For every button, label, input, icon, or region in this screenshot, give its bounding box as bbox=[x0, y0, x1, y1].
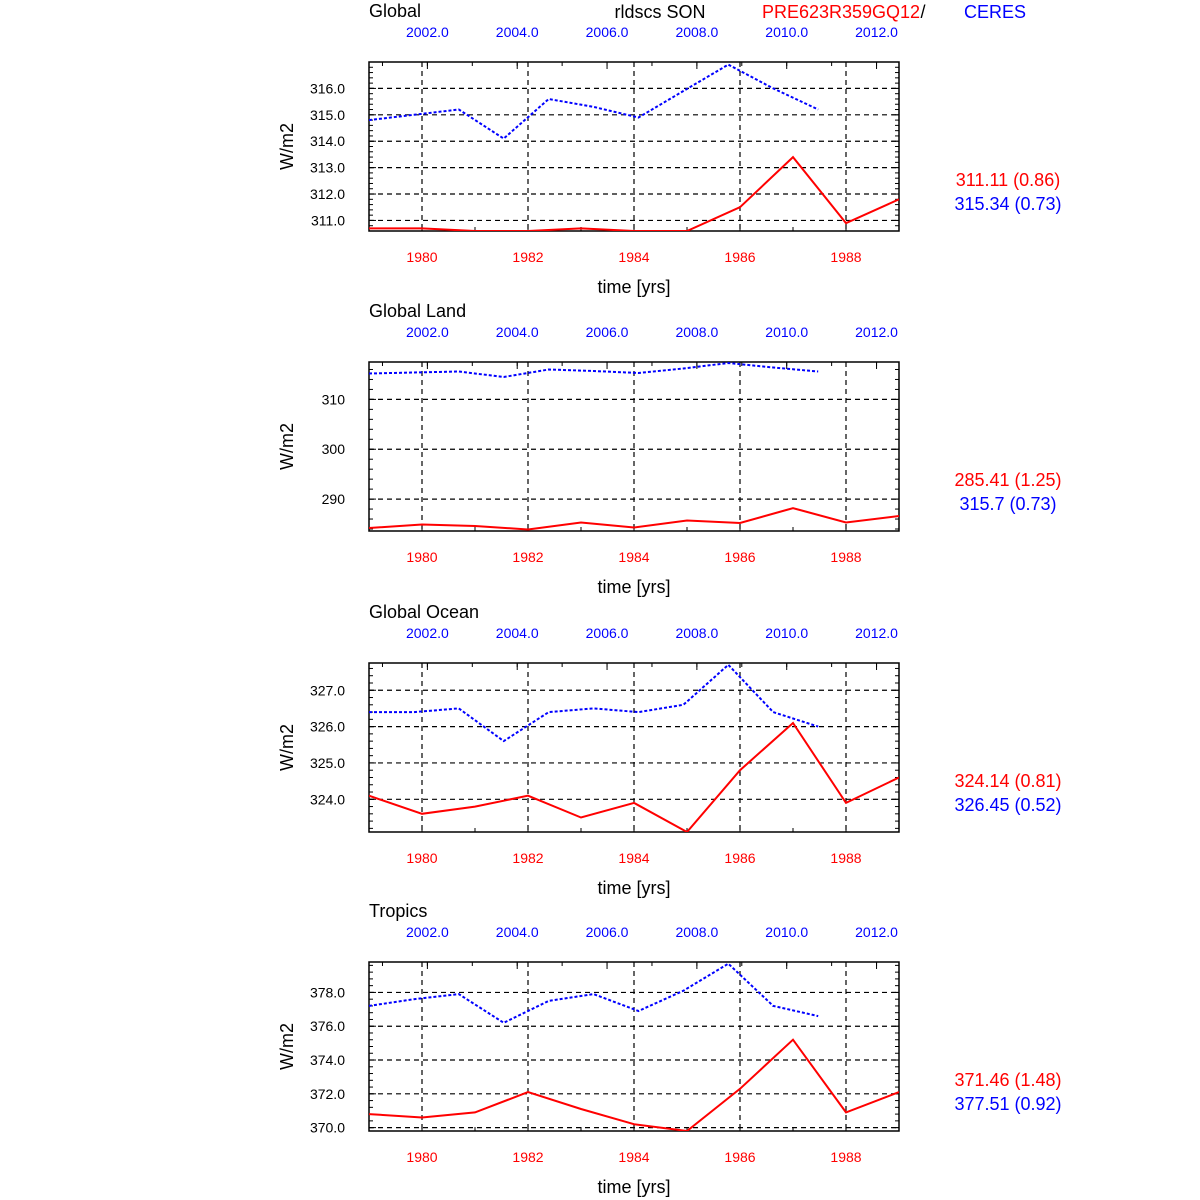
model-mean-label: 311.11 (0.86) bbox=[955, 170, 1061, 190]
x-top-tick-label: 2008.0 bbox=[675, 24, 719, 40]
obs-series-line bbox=[369, 665, 818, 741]
panels bbox=[277, 1, 1062, 1197]
x-top-tick-label: 2010.0 bbox=[765, 924, 809, 940]
y-tick-label: 312.0 bbox=[309, 186, 345, 203]
obs-series-line bbox=[369, 964, 818, 1023]
x-bottom-tick-label: 1984 bbox=[618, 549, 650, 565]
obs-name: CERES bbox=[963, 2, 1027, 22]
panel-global-land bbox=[277, 301, 1062, 597]
y-tick-label: 300 bbox=[321, 441, 345, 458]
x-bottom-tick-label: 1986 bbox=[724, 549, 756, 565]
y-tick-label: 316.0 bbox=[309, 80, 345, 97]
panel-title: Global bbox=[369, 1, 422, 21]
x-bottom-tick-label: 1980 bbox=[406, 549, 438, 565]
x-bottom-tick-label: 1984 bbox=[618, 249, 650, 265]
y-tick-label: 327.0 bbox=[309, 682, 345, 699]
x-top-tick-label: 2008.0 bbox=[675, 324, 719, 340]
x-top-tick-label: 2006.0 bbox=[585, 324, 629, 340]
panel-tropics bbox=[277, 901, 1062, 1197]
model-mean-label: 324.14 (0.81) bbox=[954, 771, 1062, 791]
x-bottom-tick-label: 1986 bbox=[724, 1149, 756, 1165]
panel-title: Global Ocean bbox=[369, 602, 480, 622]
x-bottom-tick-label: 1980 bbox=[406, 249, 438, 265]
x-bottom-tick-label: 1986 bbox=[724, 249, 756, 265]
y-tick-label: 324.0 bbox=[309, 791, 345, 808]
obs-mean-label: 315.34 (0.73) bbox=[954, 194, 1062, 214]
x-bottom-tick-label: 1984 bbox=[618, 850, 650, 866]
model-mean-label: 285.41 (1.25) bbox=[954, 470, 1062, 490]
x-axis-label: time [yrs] bbox=[597, 878, 671, 898]
x-top-tick-label: 2008.0 bbox=[675, 924, 719, 940]
x-axis-label: time [yrs] bbox=[597, 577, 671, 597]
x-bottom-tick-label: 1988 bbox=[830, 850, 862, 866]
panel-title: Global Land bbox=[369, 301, 467, 321]
x-top-tick-label: 2010.0 bbox=[765, 625, 809, 641]
panel-global bbox=[277, 1, 1062, 297]
x-top-tick-label: 2002.0 bbox=[405, 924, 449, 940]
x-top-tick-label: 2010.0 bbox=[765, 24, 809, 40]
x-bottom-tick-label: 1980 bbox=[406, 850, 438, 866]
y-tick-label: 376.0 bbox=[309, 1018, 345, 1035]
y-tick-label: 374.0 bbox=[309, 1052, 345, 1069]
model-mean-label: 371.46 (1.48) bbox=[954, 1070, 1062, 1090]
x-top-tick-label: 2012.0 bbox=[855, 625, 898, 641]
y-tick-label: 314.0 bbox=[309, 133, 345, 150]
x-bottom-tick-label: 1982 bbox=[512, 549, 544, 565]
y-tick-label: 326.0 bbox=[309, 718, 345, 735]
y-axis-label: W/m2 bbox=[277, 423, 297, 470]
y-tick-label: 372.0 bbox=[309, 1085, 345, 1102]
x-top-tick-label: 2006.0 bbox=[585, 24, 629, 40]
x-bottom-tick-label: 1982 bbox=[512, 249, 544, 265]
y-tick-label: 311.0 bbox=[311, 212, 345, 229]
x-top-tick-label: 2012.0 bbox=[855, 924, 898, 940]
y-tick-label: 370.0 bbox=[309, 1119, 345, 1136]
x-top-tick-label: 2008.0 bbox=[675, 625, 719, 641]
obs-series-line bbox=[369, 363, 818, 377]
x-top-tick-label: 2010.0 bbox=[765, 324, 809, 340]
y-tick-label: 315.0 bbox=[309, 106, 345, 123]
x-top-tick-label: 2006.0 bbox=[585, 924, 629, 940]
y-tick-label: 378.0 bbox=[309, 984, 345, 1001]
obs-series-line bbox=[369, 65, 818, 139]
x-top-tick-label: 2004.0 bbox=[495, 324, 539, 340]
x-axis-label: time [yrs] bbox=[597, 1177, 671, 1197]
variable-title: rldscs SON bbox=[614, 2, 706, 22]
x-axis-label: time [yrs] bbox=[597, 277, 671, 297]
model-name: PRE623R359GQ12 bbox=[761, 2, 921, 22]
figure-header bbox=[614, 2, 1026, 22]
x-top-tick-label: 2012.0 bbox=[855, 24, 898, 40]
panel-title: Tropics bbox=[369, 901, 428, 921]
y-tick-label: 313.0 bbox=[309, 159, 345, 176]
x-bottom-tick-label: 1982 bbox=[512, 850, 544, 866]
y-axis-label: W/m2 bbox=[277, 123, 297, 170]
x-top-tick-label: 2006.0 bbox=[585, 625, 629, 641]
x-top-tick-label: 2002.0 bbox=[405, 24, 449, 40]
obs-mean-label: 326.45 (0.52) bbox=[954, 795, 1062, 815]
obs-mean-label: 377.51 (0.92) bbox=[954, 1094, 1062, 1114]
y-tick-label: 325.0 bbox=[309, 754, 345, 771]
x-top-tick-label: 2004.0 bbox=[495, 24, 539, 40]
x-bottom-tick-label: 1980 bbox=[406, 1149, 438, 1165]
x-bottom-tick-label: 1986 bbox=[724, 850, 756, 866]
x-bottom-tick-label: 1988 bbox=[830, 1149, 862, 1165]
y-tick-label: 290 bbox=[321, 491, 345, 508]
x-top-tick-label: 2004.0 bbox=[495, 924, 539, 940]
y-axis-label: W/m2 bbox=[277, 724, 297, 771]
x-bottom-tick-label: 1988 bbox=[830, 549, 862, 565]
panel-global-ocean bbox=[277, 602, 1062, 898]
x-bottom-tick-label: 1982 bbox=[512, 1149, 544, 1165]
x-top-tick-label: 2012.0 bbox=[855, 324, 898, 340]
y-axis-label: W/m2 bbox=[277, 1023, 297, 1070]
x-bottom-tick-label: 1988 bbox=[830, 249, 862, 265]
name-separator: / bbox=[920, 2, 926, 22]
y-tick-label: 310 bbox=[321, 391, 345, 408]
x-bottom-tick-label: 1984 bbox=[618, 1149, 650, 1165]
x-top-tick-label: 2004.0 bbox=[495, 625, 539, 641]
x-top-tick-label: 2002.0 bbox=[405, 324, 449, 340]
x-top-tick-label: 2002.0 bbox=[405, 625, 449, 641]
obs-mean-label: 315.7 (0.73) bbox=[959, 494, 1057, 514]
